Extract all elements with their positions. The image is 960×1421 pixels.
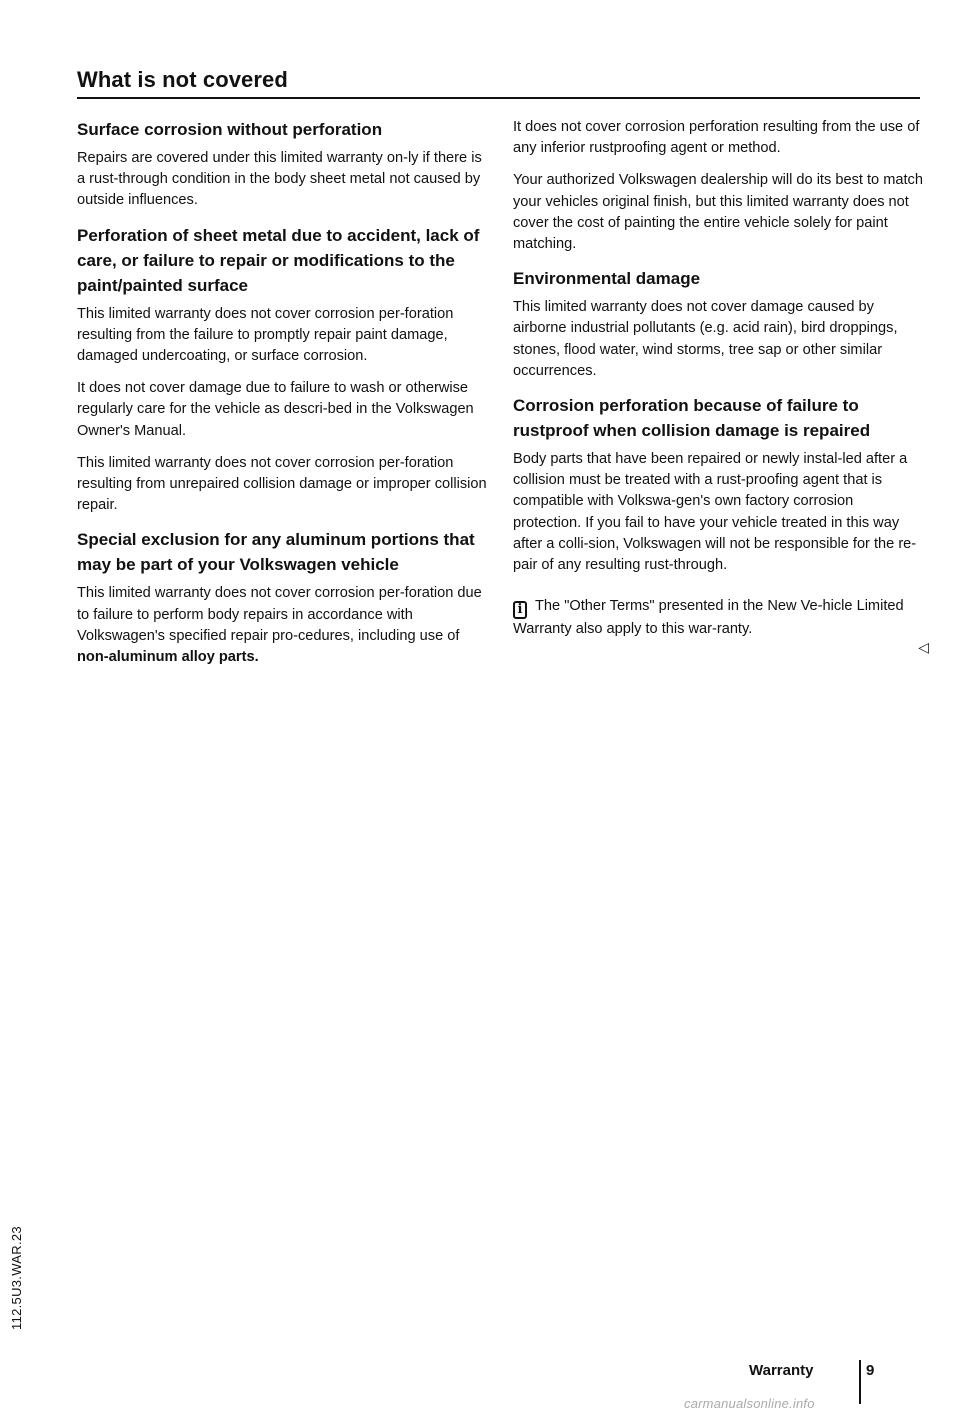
watermark: carmanualsonline.info <box>684 1396 815 1411</box>
section-paragraph <box>77 583 487 668</box>
page-title: What is not covered <box>77 67 288 92</box>
section-surface-corrosion <box>77 117 487 212</box>
section-paragraph: Repairs are covered under this limited warranty on-ly if there is a rust-through condition in the body sheet metal not caused by outside influences. <box>77 150 482 209</box>
section-paragraph: It does not cover damage due to failure to wash or otherwise regularly care for the vehicle as descri-bed in the Volkswagen Owner's Manual. <box>77 380 474 439</box>
note-text: The "Other Terms" presented in the New Ve-hicle Limited Warranty also apply to this war-ranty. <box>513 598 904 638</box>
info-icon: i <box>513 601 527 619</box>
section-heading: Special exclusion for any aluminum portions that may be part of your Volkswagen vehicle <box>77 530 475 575</box>
end-triangle-icon: ◁ <box>918 639 929 656</box>
section-paragraph: This limited warranty does not cover damage caused by airborne industrial pollutants (e.g. acid rain), bird droppings, stones, flood water, wind storms, tree sap or other similar occurrences. <box>513 299 898 379</box>
section-paragraph: This limited warranty does not cover corrosion per-foration resulting from unrepaired collision damage or improper collision repair. <box>77 454 487 514</box>
paragraph-bold-text: non-aluminum alloy parts. <box>77 649 259 666</box>
page-header <box>77 66 920 94</box>
section-heading: Surface corrosion without perforation <box>77 120 383 139</box>
note-paragraph <box>513 596 923 640</box>
section-perforation-accident <box>77 223 487 517</box>
section-environmental-damage <box>513 266 923 382</box>
section-heading: Perforation of sheet metal due to accident, lack of care, or failure to repair or modifications to the paint/painted surface <box>77 225 480 295</box>
section-paragraph: Body parts that have been repaired or newly instal-led after a collision must be treated with a rust-proofing agent that is compatible with Volkswa-gen's own factory corrosion protection. If you fail to have your vehicle treated in this way after a colli-sion, Volkswagen will not be responsible for the re-pair of any resulting rust-through. <box>513 451 917 574</box>
footer-section-label: Warranty <box>749 1362 814 1379</box>
footer-divider <box>859 1360 861 1404</box>
footer-page-number: 9 <box>866 1362 875 1379</box>
document-code: 112.5U3.WAR.23 <box>9 1226 24 1330</box>
section-paragraph: This limited warranty does not cover corrosion per-foration resulting from the failure to promptly repair paint damage, damaged undercoating, or surface corrosion. <box>77 305 454 365</box>
right-column <box>513 117 929 656</box>
left-column <box>77 117 487 679</box>
paragraph-text: This limited warranty does not cover corrosion per-foration due to failure to perform body repairs in accordance with Volkswagen's specified repair pro-cedures, including use of <box>77 585 482 644</box>
intro-paragraph: Your authorized Volkswagen dealership will do its best to match your vehicles original finish, but this limited warranty does not cover the cost of painting the entire vehicle solely for paint matching. <box>513 172 923 253</box>
header-rule <box>77 97 920 99</box>
section-heading: Environmental damage <box>513 269 701 289</box>
intro-paragraph: It does not cover corrosion perforation resulting from the use of any inferior rustproofing agent or method. <box>513 119 920 157</box>
section-heading: Corrosion perforation because of failure to rustproof when collision damage is repaired <box>513 396 871 441</box>
info-note <box>513 596 929 656</box>
section-rustproof-collision <box>513 393 923 576</box>
section-aluminum-exclusion <box>77 527 487 668</box>
